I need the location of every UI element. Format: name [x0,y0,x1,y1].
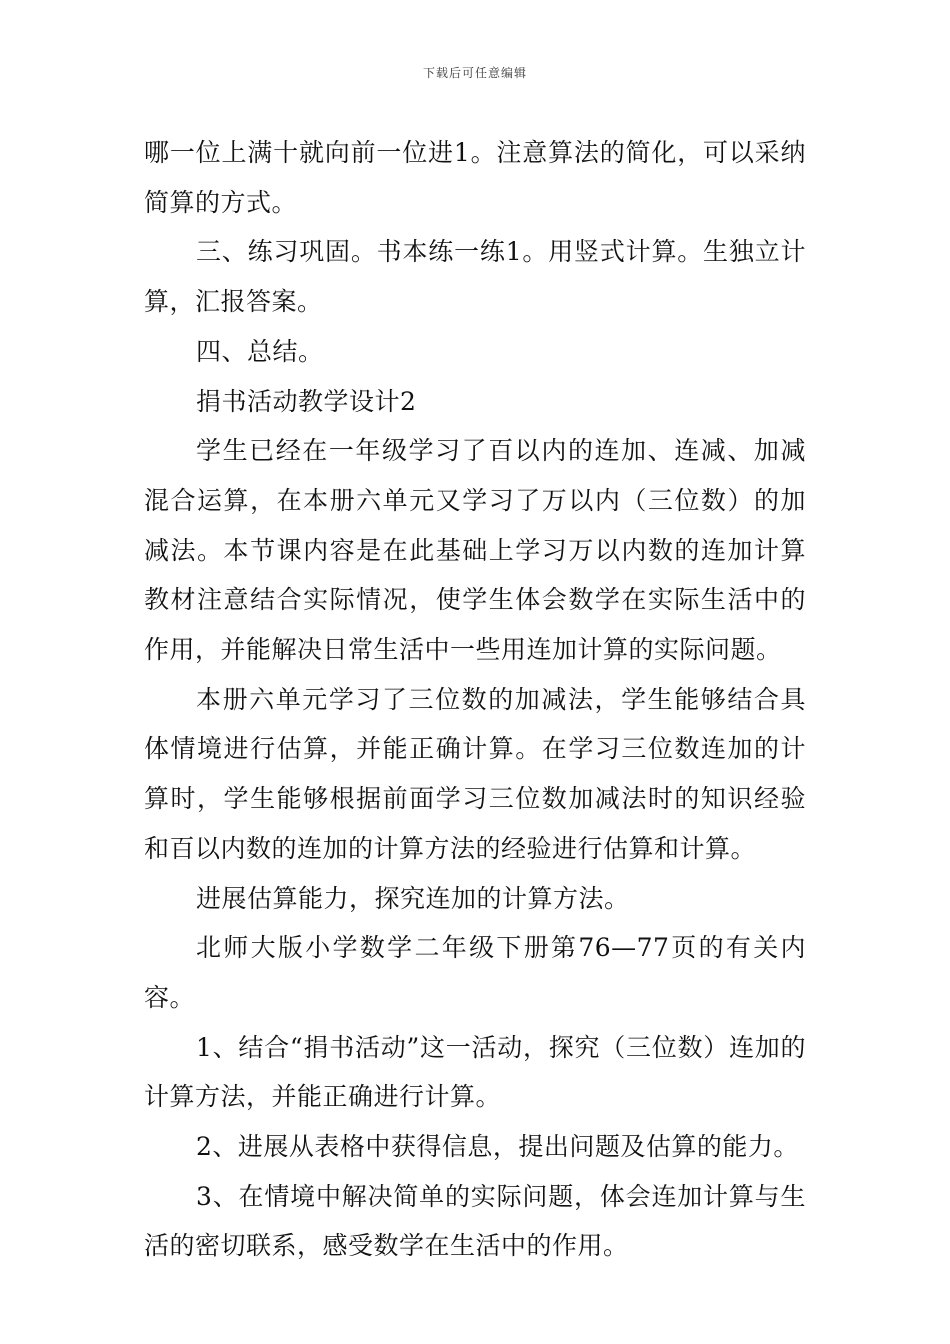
paragraph-11: 3、在情境中解决简单的实际问题，体会连加计算与生活的密切联系，感受数学在生活中的作用。 [144,1181,806,1261]
page-header: 下载后可任意编辑 [422,66,527,80]
paragraph-7: 进展估算能力，探究连加的计算方法。 [196,883,630,913]
document-body [144,128,806,1271]
paragraph-2: 三、练习巩固。书本练一练1。用竖式计算。生独立计算，汇报答案。 [144,237,806,317]
paragraph-9: 1、结合“捐书活动”这一活动，探究（三位数）连加的计算方法，并能正确进行计算。 [144,1032,806,1112]
paragraph-5: 学生已经在一年级学习了百以内的连加、连减、加减混合运算，在本册六单元又学习了万以内（三位数）的加减法。本节课内容是在此基础上学习万以内数的连加计算教材注意结合实际情况，使学生体会数学在实际生活中的作用，并能解决日常生活中一些用连加计算的实际问题。 [144,436,806,665]
paragraph-8: 北师大版小学数学二年级下册第76—77页的有关内容。 [144,933,806,1012]
paragraph-3: 四、总结。 [196,336,324,366]
section-title: 捐书活动教学设计2 [196,386,417,416]
paragraph-10: 2、进展从表格中获得信息，提出问题及估算的能力。 [196,1132,799,1162]
paragraph-6: 本册六单元学习了三位数的加减法，学生能够结合具体情境进行估算，并能正确计算。在学习三位数连加的计算时，学生能够根据前面学习三位数加减法时的知识经验和百以内数的连加的计算方法的经验进行估算和计算。 [144,684,806,863]
paragraph-1: 哪一位上满十就向前一位进1。注意算法的简化，可以采纳简算的方式。 [144,138,806,217]
